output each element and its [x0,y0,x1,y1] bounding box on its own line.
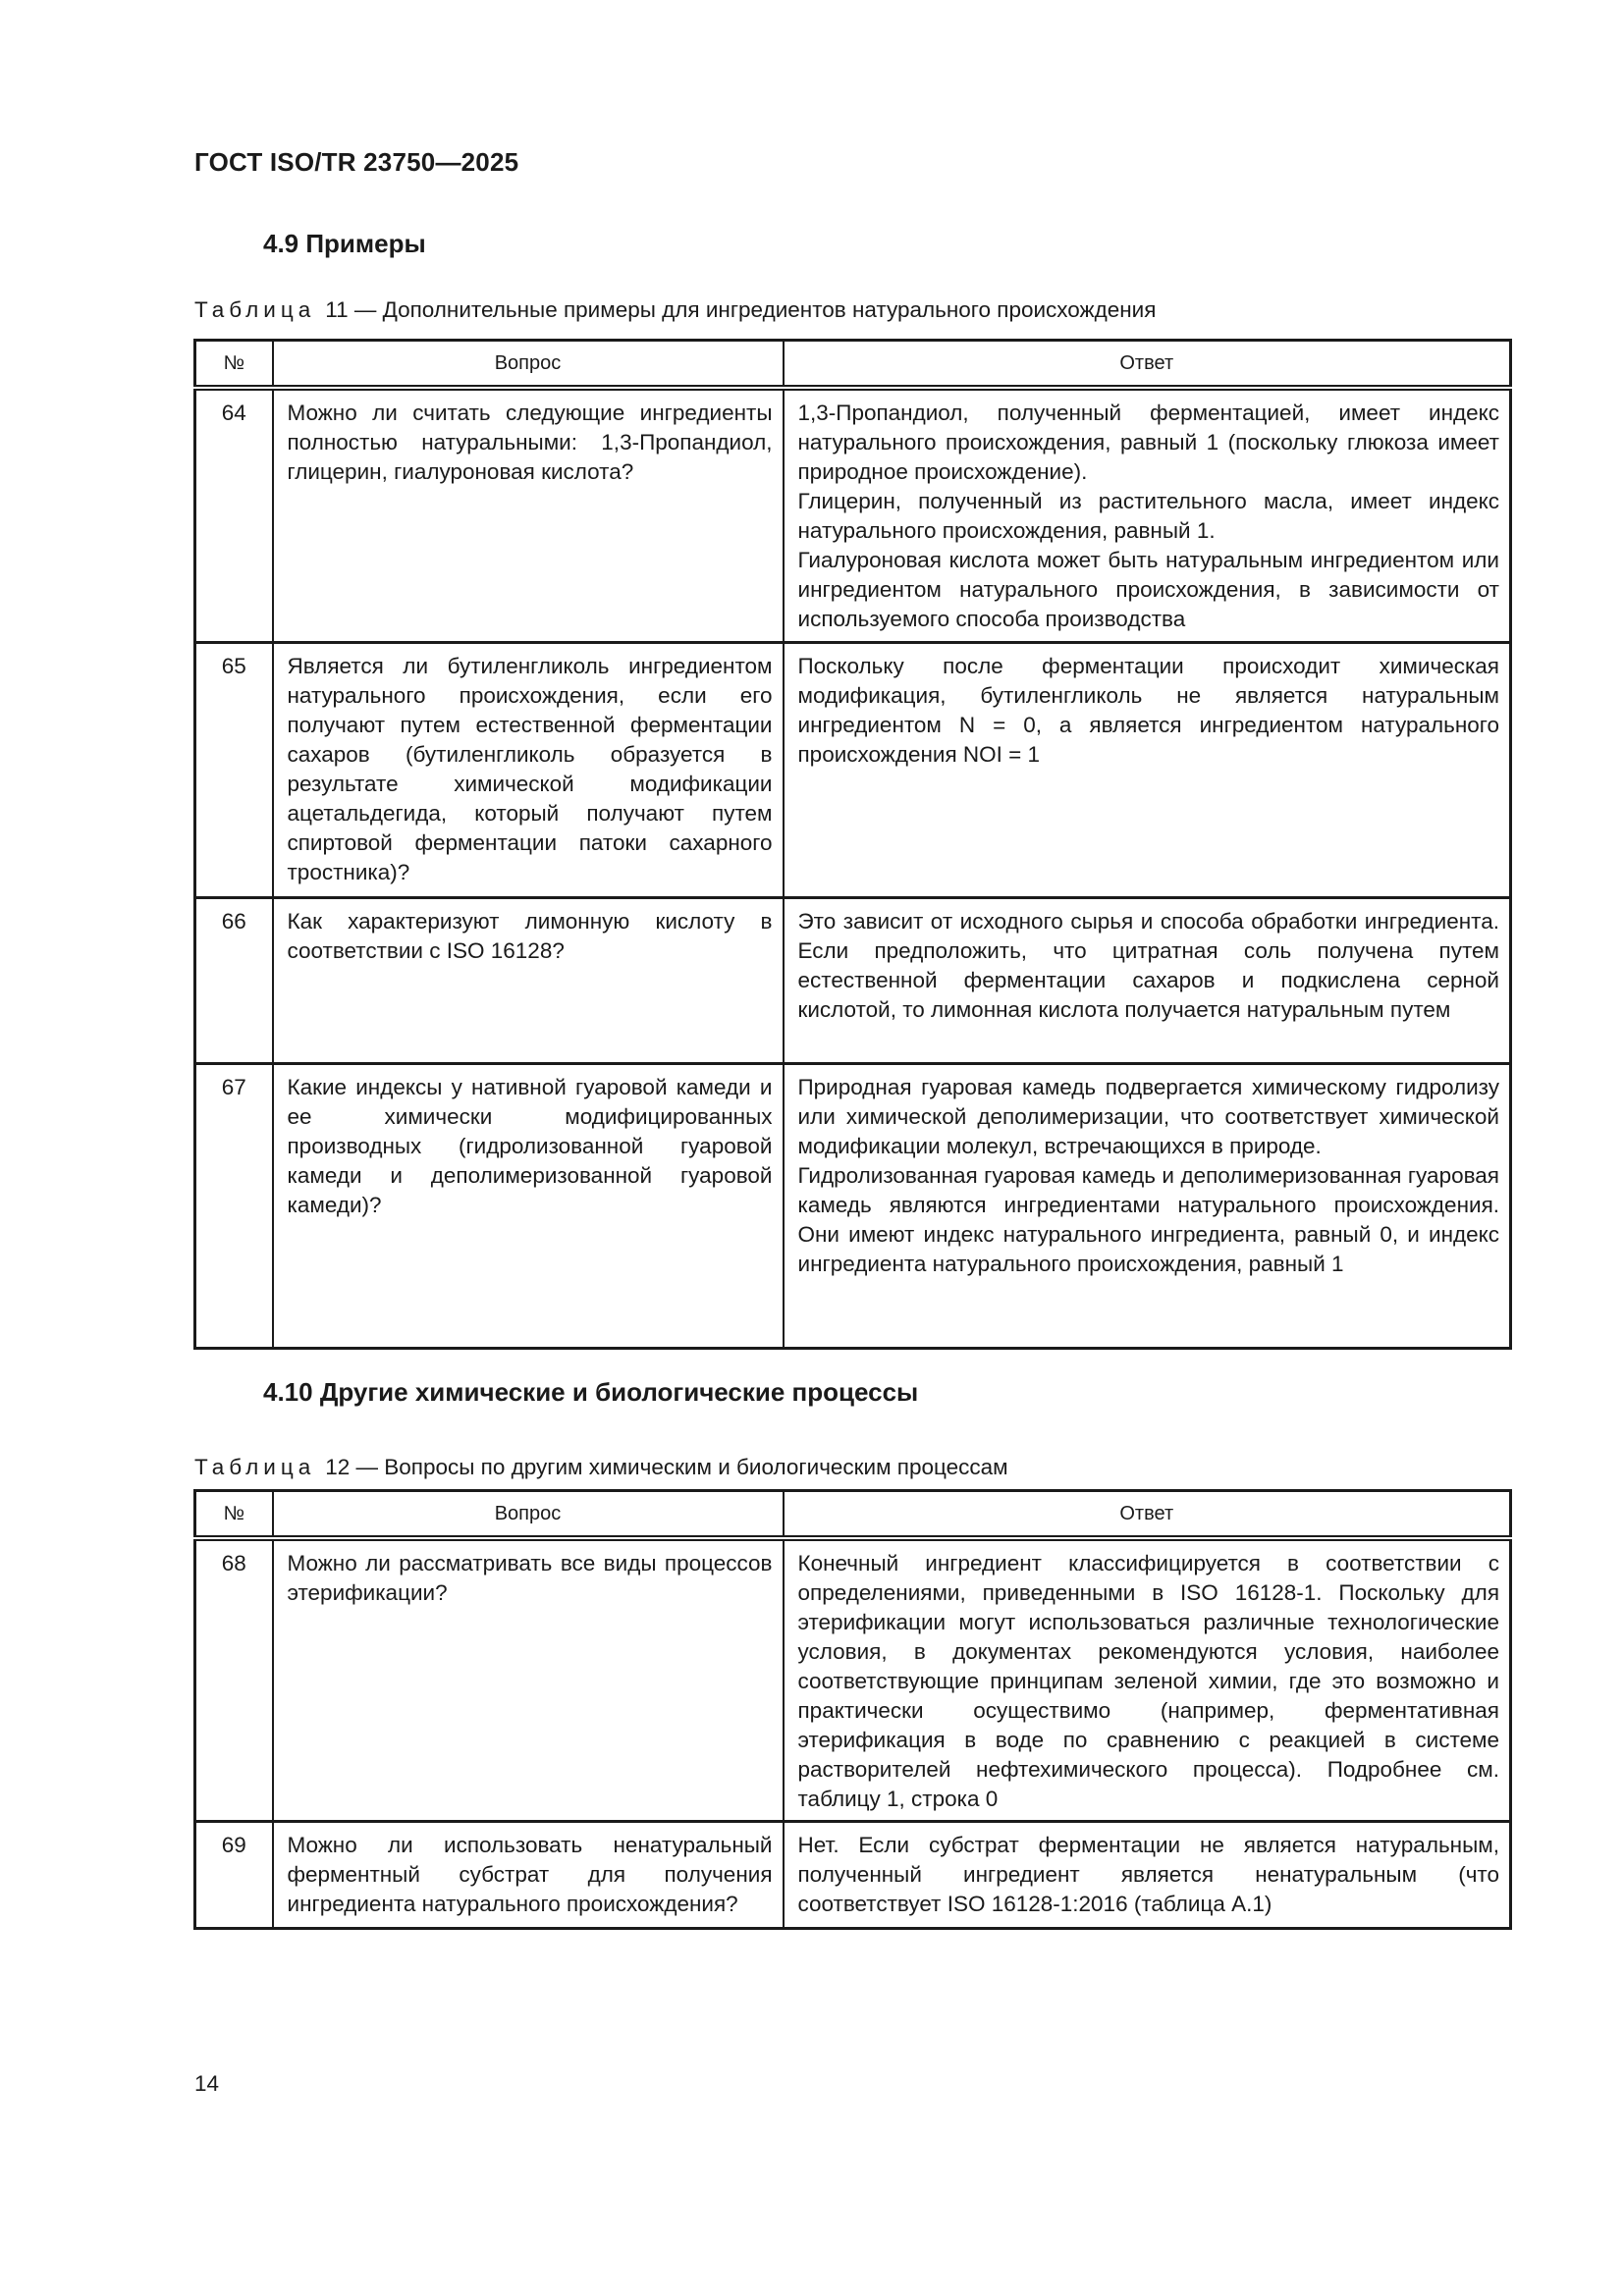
table-caption-text: 11 — Дополнительные примеры для ингредиентов натурального происхождения [325,297,1157,322]
column-header-question: Вопрос [273,341,784,389]
table-row [195,1538,1511,1822]
table-12 [193,1489,1512,1930]
answer-cell [784,388,1511,642]
table-header-row [195,341,1511,389]
table-header-row [195,1491,1511,1539]
question-cell: Какие индексы у нативной гуаровой камеди и ее химически модифицированных производных (гидролизованной гуаровой камеди и деполимеризованной гуаровой камеди)? [273,1063,784,1348]
table-12-caption [194,1455,1008,1480]
answer-paragraph: Нет. Если субстрат ферментации не является натуральным, полученный ингредиент является ненатуральным (что соответствует ISO 16128-1:2016 (таблица А.1) [797,1833,1499,1916]
question-cell: Является ли бутиленгликоль ингредиентом натурального происхождения, если его получают путем естественной ферментации сахаров (бутиленгликоль образуется в результате химической модификации ацетальдегида, который получают путем спиртовой ферментации патоки сахарного тростника)? [273,642,784,897]
document-header: ГОСТ ISO/TR 23750—2025 [194,147,519,177]
answer-paragraph: Гидролизованная гуаровая камедь и деполимеризованная гуаровая камедь являются ингредиентами натурального происхождения. Они имеют индекс натурального ингредиента, равный 0, и индекс ингредиента натурального происхождения, равный 1 [797,1162,1499,1276]
answer-paragraph: Гиалуроновая кислота может быть натуральным ингредиентом или ингредиентом натурального происхождения, в зависимости от используемого способа производства [797,548,1499,631]
question-cell: Как характеризуют лимонную кислоту в соответствии с ISO 16128? [273,897,784,1063]
answer-paragraph: Природная гуаровая камедь подвергается химическому гидролизу или химической деполимеризации, что соответствует химической модификации молекул, встречающихся в природе. [797,1074,1499,1158]
table-row [195,388,1511,642]
page-number: 14 [194,2071,220,2096]
row-number: 64 [195,388,273,642]
question-cell: Можно ли считать следующие ингредиенты полностью натуральными: 1,3-Пропандиол, глицерин, гиалуроновая кислота? [273,388,784,642]
table-row [195,897,1511,1063]
row-number: 66 [195,897,273,1063]
column-header-answer: Ответ [784,341,1511,389]
table-row [195,1822,1511,1929]
answer-cell [784,642,1511,897]
column-header-question: Вопрос [273,1491,784,1539]
row-number: 69 [195,1822,273,1929]
table-11 [193,339,1512,1350]
answer-paragraph: 1,3-Пропандиол, полученный ферментацией, имеет индекс натурального происхождения, равный 1 (поскольку глюкоза имеет природное происхождение). [797,400,1499,484]
answer-cell [784,1538,1511,1822]
answer-paragraph: Это зависит от исходного сырья и способа обработки ингредиента. Если предположить, что цитратная соль получена путем естественной ферментации сахаров и подкислена серной кислотой, то лимонная кислота получается натуральным путем [797,908,1499,1022]
answer-paragraph: Глицерин, полученный из растительного масла, имеет индекс натурального происхождения, равный 1. [797,489,1499,543]
answer-paragraph: Конечный ингредиент классифицируется в соответствии с определениями, приведенными в ISO 16128-1. Поскольку для этерификации могут использоваться различные технологические условия, в документах рекомендуются условия, наиболее соответствующие принципам зеленой химии, где это возможно и практически осуществимо (например, ферментативная этерификация в воде по сравнению с реакцией в системе растворителей нефтехимического процесса). Подробнее см. таблицу 1, строка 0 [797,1551,1499,1811]
column-header-num: № [195,1491,273,1539]
table-caption-label: Таблица [194,1455,316,1479]
answer-cell [784,897,1511,1063]
table-11-caption [194,297,1156,323]
answer-cell [784,1063,1511,1348]
column-header-answer: Ответ [784,1491,1511,1539]
answer-paragraph: Поскольку после ферментации происходит химическая модификация, бутиленгликоль не является натуральным ингредиентом N = 0, а является ингредиентом натурального происхождения NOI = 1 [797,653,1499,767]
row-number: 65 [195,642,273,897]
question-cell: Можно ли рассматривать все виды процессов этерификации? [273,1538,784,1822]
answer-cell [784,1822,1511,1929]
table-row [195,642,1511,897]
table-caption-label: Таблица [194,297,316,322]
question-cell: Можно ли использовать ненатуральный ферментный субстрат для получения ингредиента натурального происхождения? [273,1822,784,1929]
table-caption-text: 12 — Вопросы по другим химическим и биологическим процессам [325,1455,1008,1479]
section-heading-4-9: 4.9 Примеры [263,229,426,258]
row-number: 67 [195,1063,273,1348]
column-header-num: № [195,341,273,389]
section-heading-4-10: 4.10 Другие химические и биологические процессы [263,1377,919,1407]
table-row [195,1063,1511,1348]
row-number: 68 [195,1538,273,1822]
